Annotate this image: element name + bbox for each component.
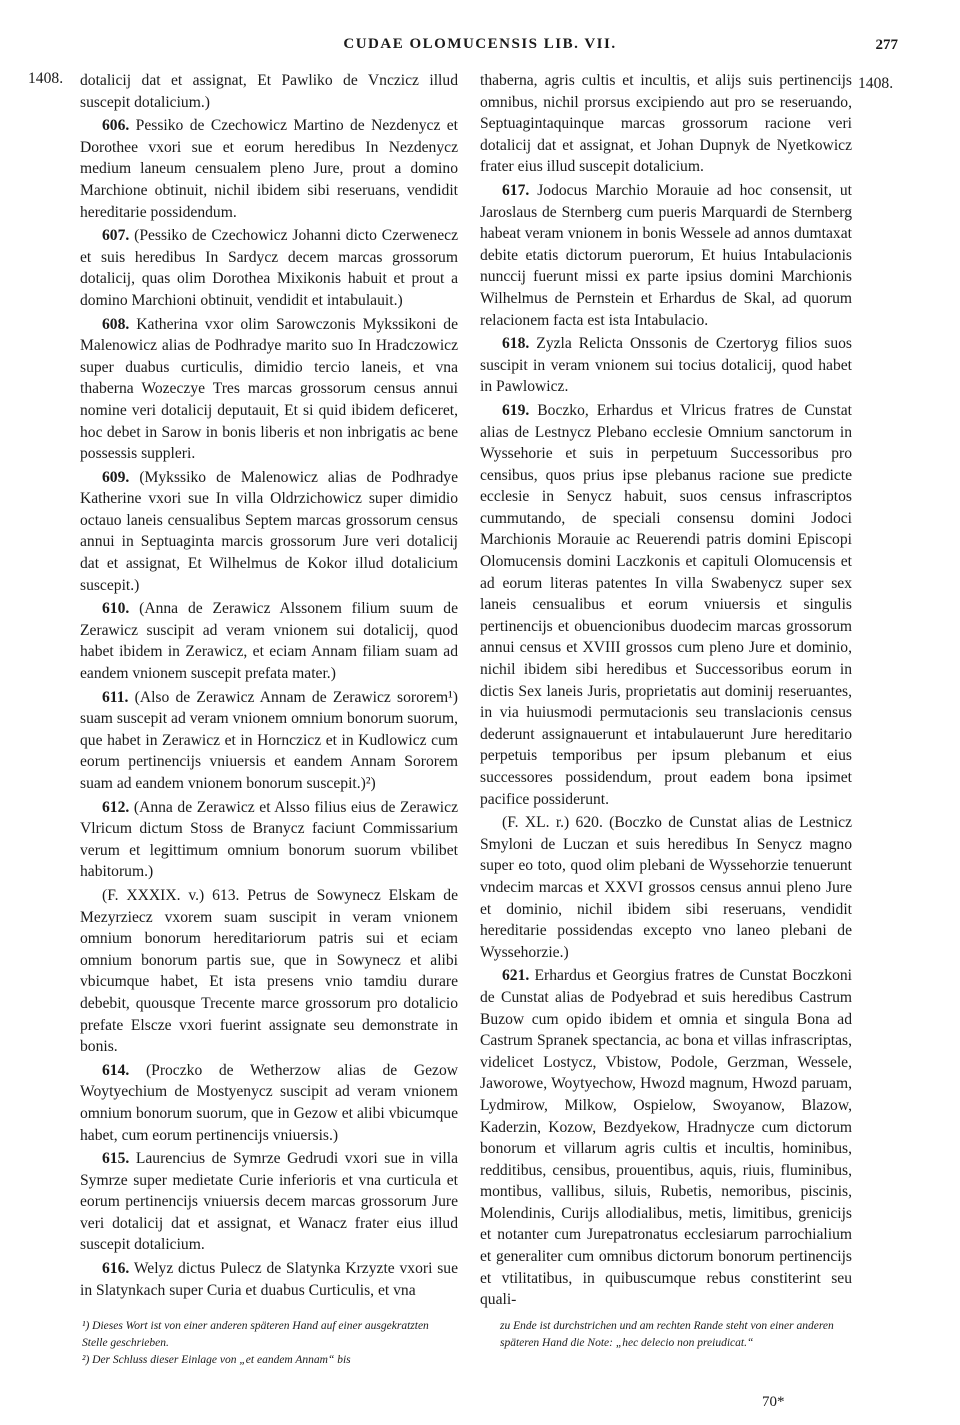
footnote: zu Ende ist durchstrichen und am rechten Rande steht von einer anderen späteren Hand die Note: „hec delecio non preiudicat.“: [500, 1320, 834, 1349]
entry-text: (F. XL. r.) 620. (Boczko de Cunstat alias de Lestnicz Smyloni de Luczan et suis heredibus In Senycz magno super eo toto, quod olim plebani de Wyssehorzie tenuerunt vndecim marcas et XXVI grossos census annui pleno Jure et dominio, nichil ibidem sibi reseruans, vendidit hereditarie possidendas excepto vno laneo plebani de Wyssehorzie.): [480, 814, 852, 961]
entry-text: (Mykssiko de Malenowicz alias de Podhradye Katherine vxori sue In villa Oldrzichowicz super dimidio octauo laneis censualibus Septem marcas grossorum census annui in Septuaginta marcis grossorum Jure veri dotalicij dat et assignat, Et Wilhelmus de Kokor illud dotalicium suscepit.): [80, 468, 458, 594]
entry-paragraph: [80, 687, 458, 795]
entry-number: 616.: [102, 1260, 130, 1278]
entry-text: Boczko, Erhardus et Vlricus fratres de Cunstat alias de Lestnycz Plebano ecclesie Omnium sanctorum in Wyssehorie et suis in perpetuum Successoribus pro censibus, quos prius ipse plebanus racione sue predicte ecclesie in Senycz habuit, suos census infrascriptos cummutando, de speciali consensu domini Jodoci Marchionis Morauie ac Reuerendi patris domini Episcopi Olomucensis domini Laczkonis et capituli Olomucensis et ad eorum literas patentes In villa Swabenycz super sex laneis censualibus et eorum vniuersis et singulis pertinencijs et obuencionibus duodecim marcas grossorum annui census et XVIII grossos cum pleno Jure et dominio, nichil ibidem sibi heredibus et Successoribus eorum in dictis Sex laneis Juris, proprietatis aut dominij reseruantes, in via huiusmodi permutacionis seu translacionis census dederunt assignauerunt et intabulauerunt Jure hereditario perpetuis temporibus per ipsum plebanum et eius successores possidendum, prout eadem bona ipsimet pacifice possiderunt.: [480, 401, 852, 808]
footnote: ²) Der Schluss dieser Einlage von „et eandem Annam“ bis: [82, 1354, 351, 1366]
entry-paragraph: [480, 180, 852, 331]
entry-text: (Also de Zerawicz Annam de Zerawicz sororem¹) suam suscepit ad veram vnionem omnium bonorum suorum, que habet in Zerawicz et in Hornczicz et in Kudlowicz cum eorum pertinencijs vniuersis et eandem Annam Sororem suam ad eandem vnionem bonorum suscepit.)²): [80, 688, 458, 792]
entry-text: Zyzla Relicta Onssonis de Czertoryg filios suos suscipit in veram vnionem sui tocius dotalicij, quod habet in Pawlowicz.: [480, 335, 852, 396]
entry-text: Pessiko de Czechowicz Martino de Nezdenycz et Dorothee vxori sue et eorum heredibus In Nezdenycz medium laneum censualem pleno Jure, prout a domino Marchione obtinuit, nichil ibidem sibi reseruans, vendidit hereditarie possidendum.: [80, 117, 458, 221]
entry-number: 609.: [102, 468, 130, 486]
left-column: [80, 70, 458, 1303]
entry-text: (Proczko de Wetherzow alias de Gezow Woytyechium de Mostyenycz suscipit ad veram vnionem omnium bonorum suorum, que in Gezow et alibi vbicumque habet, cum eorum pertinencijs vniuersis.): [80, 1061, 458, 1144]
entry-text: (Anna de Zerawicz et Alsso filius eius de Zerawicz Vlricum dictum Stoss de Branycz faciunt Commissarium verum et legittimum omnium bonorum suorum vbilibet habitorum.): [80, 798, 458, 881]
entry-paragraph: [80, 467, 458, 597]
entry-paragraph: [480, 812, 852, 963]
entry-paragraph: [80, 1060, 458, 1146]
entry-paragraph: [80, 1258, 458, 1301]
entry-number: 621.: [502, 967, 530, 985]
entry-paragraph: [80, 885, 458, 1058]
entry-number: 608.: [102, 315, 130, 333]
right-column: [480, 70, 852, 1313]
entry-text: (Pessiko de Czechowicz Johanni dicto Czerwenecz et suis heredibus In Sardycz decem marcas grossorum dotalicij, quas olim Dorothea Mixikonis habuit et prout a domino Marchioni obtinuit, vendidit et intabulauit.): [80, 227, 458, 309]
footnotes-right: [500, 1318, 855, 1352]
entry-number: 615.: [102, 1150, 130, 1168]
page-number: 277: [875, 37, 898, 53]
entry-paragraph: [480, 70, 852, 178]
entry-paragraph: [80, 314, 458, 465]
entry-text: thaberna, agris cultis et incultis, et alijs suis pertinencijs omnibus, nichil prorsus excipiendo aut pro se reseruando, Septuagintaquinque marcas grossorum racione veri dotalicij dat et assignat, et Johan Dupnyk de Nyetkowicz frater eius illud suscepit dotalicium.: [480, 72, 852, 176]
entry-paragraph: [80, 797, 458, 883]
entry-number: 612.: [102, 798, 130, 816]
margin-year-right: 1408.: [858, 75, 894, 92]
entry-number: 611.: [102, 688, 129, 706]
entry-number: 617.: [502, 181, 530, 199]
entry-paragraph: [80, 115, 458, 223]
entry-paragraph: [480, 333, 852, 398]
entry-text: Jodocus Marchio Morauie ad hoc consensit, ut Jaroslaus de Sternberg cum pueris Marquardi de Sternberg habeat veram vnionem in bonis Wessele ad annos dumtaxat debite etatis dictorum puerorum, Et huius Intabulacionis nunccij fuerunt missi ex parte ipsius domini Marchionis Wilhelmus de Pernstein et Erhardus de Skal, ad quorum relacionem facta est ista Intabulacio.: [480, 181, 852, 329]
entry-paragraph: [80, 225, 458, 311]
entry-text: Welyz dictus Pulecz de Slatynka Krzyzte vxori sue in Slatynkach super Curia et duabus Curticulis, et vna: [80, 1260, 458, 1299]
entry-number: 606.: [102, 117, 130, 135]
running-title: CUDAE OLOMUCENSIS LIB. VII.: [343, 36, 617, 52]
entry-text: dotalicij dat et assignat, Et Pawliko de Vnczicz illud suscepit dotalicium.): [80, 72, 458, 111]
footnote: ¹) Dieses Wort ist von einer anderen späteren Hand auf einer ausgekratzten Stelle geschrieben.: [82, 1320, 429, 1349]
running-header: [0, 30, 960, 60]
entry-number: 610.: [102, 600, 130, 618]
entry-number: 619.: [502, 401, 530, 419]
entry-number: 618.: [502, 335, 530, 353]
entry-paragraph: [480, 965, 852, 1311]
entry-text: (Anna de Zerawicz Alssonem filium suum de Zerawicz suscipit ad veram vnionem sui dotalicij, quod habet ibidem in Zerawicz, et eciam Annam filiam suam ad eandem vnionem suscepit prefata mater.): [80, 600, 458, 683]
entry-text: Katherina vxor olim Sarowczonis Mykssikoni de Malenowicz alias de Podhradye marito suo In Hradczowicz super duabus curticulis, dimidio tercio laneis, et vna thaberna Wozeczye Tres marcas grossorum census annui nomine veri dotalicij deputauit, Et si quid ibidem deficeret, hoc debet in Sarow in bonis liberis et non inbrigatis ac bene possessis suppleri.: [80, 315, 458, 463]
entry-text: (F. XXXIX. v.) 613. Petrus de Sowynecz Elskam de Mezyrziecz vxorem suam suscipit in veram vnionem omnium bonorum hereditariorum patris sui et eciam omnium bonorum partis sue, que in Sowynecz et alibi vbicumque habet, Et ista presens vnio tamdiu durare debebit, quousque Trecente marce grossorum pro dotalicio prefate Elscze vxori fuerint assignate seu demonstrate in bonis.: [80, 886, 458, 1056]
signature-mark: 70*: [762, 1394, 785, 1410]
entry-paragraph: [480, 400, 852, 810]
footnotes-left: [82, 1318, 457, 1369]
entry-text: Erhardus et Georgius fratres de Cunstat Boczkoni de Cunstat alias de Podyebrad et suis heredibus Castrum Buzow cum opido ibidem et omnia et singula Bona ad Castrum Spranek spectancia, ac bona et villas infrascriptas, videlicet Lostycz, Vbistow, Podole, Gerzman, Wessele, Jaworowe, Woytyechow, Hwozd magnum, Hwozd paruam, Lydmirow, Milkow, Ospielow, Swoyanow, Blazow, Kaderzin, Kozow, Bezdyekow, Hradnycze cum dictorum bonorum et villarum agris cultis et incultis, hominibus, redditibus, censibus, prouentibus, aquis, riuis, fluminibus, montibus, vallibus, siluis, Rubetis, nemoribus, piscinis, Molendinis, Curijs allodialibus, metis, limitibus, grenicijs et notanter cum Jurepatronatus ecclesiarum parrochialium et generaliter cum omnibus dictorum bonorum pertinencijs et vtilitatibus, in quibuscumque rebus constiterint seu quali-: [480, 967, 852, 1309]
entry-paragraph: [80, 598, 458, 684]
entry-paragraph: [80, 70, 458, 113]
entry-text: Laurencius de Symrze Gedrudi vxori sue in villa Symrze super medietate Curie inferioris et vna curticula et eorum pertinencijs vniuersis decem marcas grossorum Jure veri dotalicij dat et assignat, et Wanacz frater eius illud suscepit dotalicium.: [80, 1150, 458, 1254]
entry-number: 614.: [102, 1061, 130, 1079]
entry-number: 607.: [102, 227, 130, 245]
margin-year-left: 1408.: [28, 70, 64, 87]
entry-paragraph: [80, 1148, 458, 1256]
